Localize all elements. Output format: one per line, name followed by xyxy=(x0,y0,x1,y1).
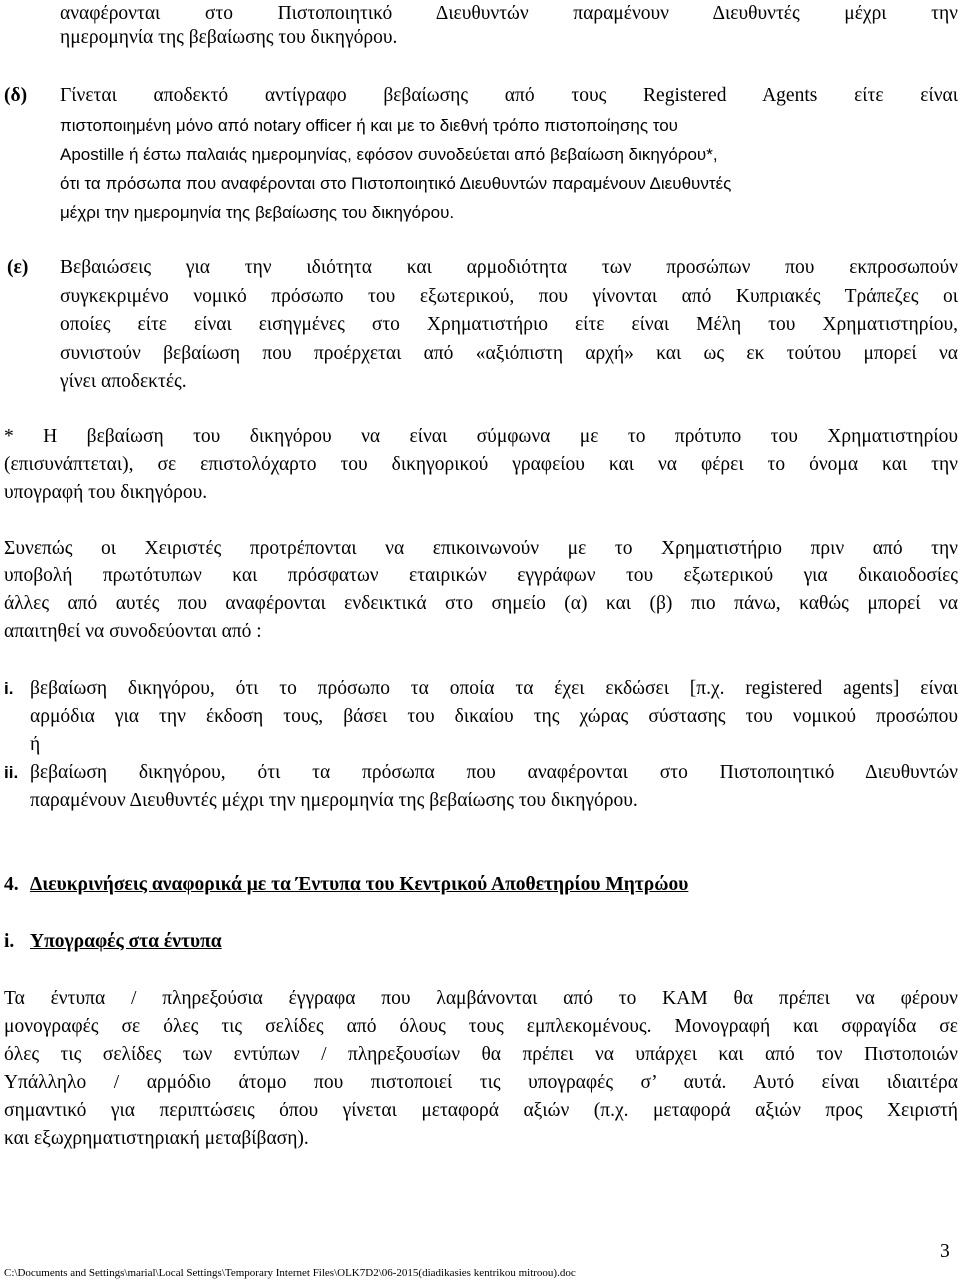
subsection-heading: Υπογραφές στα έντυπα xyxy=(30,931,222,952)
text-line: υποβολή πρωτότυπων και πρόσφατων εταιρικών εγγράφων του εξωτερικού για δικαιοδοσίες xyxy=(4,565,958,586)
text-line: βεβαίωση δικηγόρου, ότι το πρόσωπο τα οποία τα έχει εκδώσει [π.χ. registered agents] είναι xyxy=(30,678,958,699)
text-line: ή xyxy=(30,734,41,755)
item-marker: (ε) xyxy=(7,257,29,278)
text-line: μονογραφές σε όλες τις σελίδες από όλους τους εμπλεκομένους. Μονογραφή και σφραγίδα σε xyxy=(4,1016,958,1037)
footer-file-path: C:\Documents and Settings\marial\Local Settings\Temporary Internet Files\OLK7D2\06-2015(diadikasies kentrikou mitroou).doc xyxy=(4,1267,576,1279)
text-line: Apostille ή έστω παλαιάς ημερομηνίας, εφόσον συνοδεύεται από βεβαίωση δικηγόρου*, xyxy=(60,145,718,164)
text-line: Συνεπώς οι Χειριστές προτρέπονται να επικοινωνούν με το Χρηματιστήριο πριν από την xyxy=(4,538,958,559)
section-heading: Διευκρινήσεις αναφορικά με τα Έντυπα του Κεντρικού Αποθετηρίου Μητρώου xyxy=(30,874,689,895)
text-line: και εξωχρηματιστηριακή μεταβίβαση). xyxy=(4,1128,309,1149)
list-marker: i. xyxy=(4,679,14,698)
text-line: συγκεκριμένο νομικό πρόσωπο του εξωτερικού, που γίνονται από Κυπριακές Τράπεζες οι xyxy=(60,286,958,307)
subsection-number: i. xyxy=(4,931,15,952)
text-line: όλες τις σελίδες των εντύπων / πληρεξουσίων θα πρέπει να υπάρχει και από τον Πιστοποιών xyxy=(4,1044,958,1065)
text-line: Υπάλληλο / αρμόδιο άτομο που πιστοποιεί τις υπογραφές σ’ αυτά. Αυτό είναι ιδιαιτέρα xyxy=(4,1072,958,1093)
text-line: ότι τα πρόσωπα που αναφέρονται στο Πιστοποιητικό Διευθυντών παραμένουν Διευθυντές xyxy=(60,174,732,193)
text-line: ημερομηνία της βεβαίωσης του δικηγόρου. xyxy=(60,27,398,48)
text-line: (επισυνάπτεται), σε επιστολόχαρτο του δικηγορικού γραφείου και να φέρει το όνομα και την xyxy=(4,454,958,475)
text-line: γίνει αποδεκτές. xyxy=(60,371,187,392)
text-line: αναφέρονται στο Πιστοποιητικό Διευθυντών παραμένουν Διευθυντές μέχρι την xyxy=(60,3,958,24)
section-number: 4. xyxy=(4,874,19,895)
list-marker: ii. xyxy=(4,763,19,782)
text-line: * Η βεβαίωση του δικηγόρου να είναι σύμφωνα με το πρότυπο του Χρηματιστηρίου xyxy=(4,426,958,447)
text-line: σημαντικό για περιπτώσεις όπου γίνεται μεταφορά αξιών (π.χ. μεταφορά αξιών προς Χειριστή xyxy=(4,1100,958,1121)
text-line: μέχρι την ημερομηνία της βεβαίωσης του δικηγόρου. xyxy=(60,203,455,222)
text-line: απαιτηθεί να συνοδεύονται από : xyxy=(4,621,262,642)
text-line: συνιστούν βεβαίωση που προέρχεται από «αξιόπιστη αρχή» και ως εκ τούτου μπορεί να xyxy=(60,343,958,364)
text-line: παραμένουν Διευθυντές μέχρι την ημερομηνία της βεβαίωσης του δικηγόρου. xyxy=(30,790,638,811)
text-line: Βεβαιώσεις για την ιδιότητα και αρμοδιότητα των προσώπων που εκπροσωπούν xyxy=(60,257,958,278)
text-line: υπογραφή του δικηγόρου. xyxy=(4,482,208,503)
text-line: πιστοποιημένη μόνο από notary officer ή και με το διεθνή τρόπο πιστοποίησης του xyxy=(60,116,678,135)
item-marker: (δ) xyxy=(4,85,28,106)
page-number: 3 xyxy=(940,1241,950,1262)
text-line: άλλες από αυτές που αναφέρονται ενδεικτικά στο σημείο (α) και (β) πιο πάνω, καθώς μπορεί να xyxy=(4,593,958,614)
text-line: Γίνεται αποδεκτό αντίγραφο βεβαίωσης από τους Registered Agents είτε είναι xyxy=(60,85,958,106)
text-line: αρμόδια για την έκδοση τους, βάσει του δικαίου της χώρας σύστασης του νομικού προσώπου xyxy=(30,706,958,727)
text-line: οποίες είτε είναι εισηγμένες στο Χρηματιστήριο είτε είναι Μέλη του Χρηματιστηρίου, xyxy=(60,314,958,335)
text-line: βεβαίωση δικηγόρου, ότι τα πρόσωπα που αναφέρονται στο Πιστοποιητικό Διευθυντών xyxy=(30,762,958,783)
text-line: Τα έντυπα / πληρεξούσια έγγραφα που λαμβάνονται από το ΚΑΜ θα πρέπει να φέρουν xyxy=(4,988,958,1009)
